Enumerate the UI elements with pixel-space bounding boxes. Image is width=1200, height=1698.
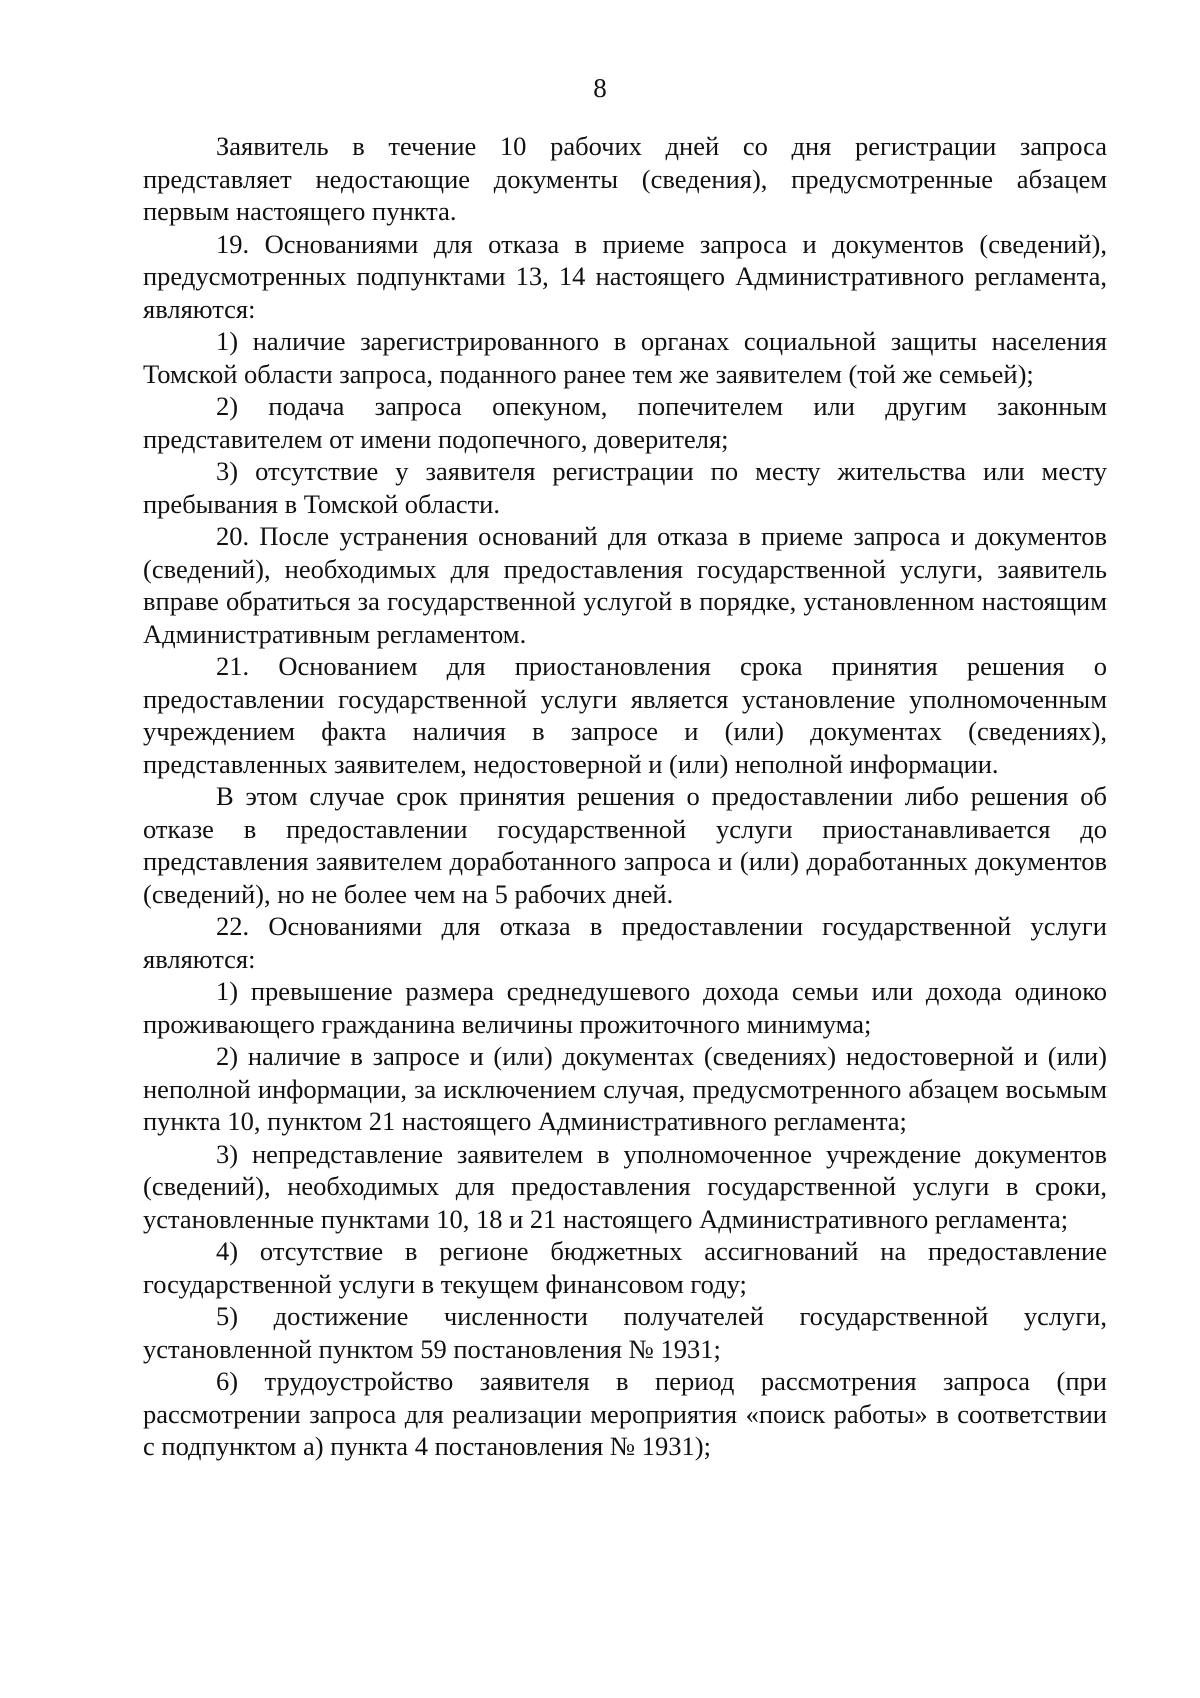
paragraph: 2) подача запроса опекуном, попечителем или другим законным представителем от имени подопечного, доверителя; xyxy=(143,391,1107,454)
paragraph: 19. Основаниями для отказа в приеме запроса и документов (сведений), предусмотренных подпунктами 13, 14 настоящего Административного регламента, являются: xyxy=(143,228,1107,324)
paragraph: 4) отсутствие в регионе бюджетных ассигнований на предоставление государственной услуги в текущем финансовом году; xyxy=(143,1236,1107,1299)
paragraph: В этом случае срок принятия решения о предоставлении либо решения об отказе в предоставлении государственной услуги приостанавливается до представления заявителем доработанного запроса и (или) доработанных документов (сведений), но не более чем на 5 рабочих дней. xyxy=(143,781,1107,909)
paragraph: 2) наличие в запросе и (или) документах (сведениях) недостоверной и (или) неполной информации, за исключением случая, предусмотренного абзацем восьмым пункта 10, пунктом 21 настоящего Административного регламента; xyxy=(143,1041,1107,1136)
document-body xyxy=(143,130,1107,1463)
paragraph: 20. После устранения оснований для отказа в приеме запроса и документов (сведений), необходимых для предоставления государственной услуги, заявитель вправе обратиться за государственной услугой в порядке, установленном настоящим Административным регламентом. xyxy=(143,521,1107,649)
paragraph: 21. Основанием для приостановления срока принятия решения о предоставлении государственной услуги является установление уполномоченным учреждением факта наличия в запросе и (или) документах (сведениях), представленных заявителем, недостоверной и (или) неполной информации. xyxy=(143,651,1107,779)
paragraph: 5) достижение численности получателей государственной услуги, установленной пунктом 59 постановления № 1931; xyxy=(143,1301,1107,1364)
paragraph: 3) отсутствие у заявителя регистрации по месту жительства или месту пребывания в Томской области. xyxy=(143,456,1107,519)
paragraph: 22. Основаниями для отказа в предоставлении государственной услуги являются: xyxy=(143,911,1107,974)
paragraph: 6) трудоустройство заявителя в период рассмотрения запроса (при рассмотрении запроса для реализации мероприятия «поиск работы» в соответствии с подпунктом а) пункта 4 постановления № 1931); xyxy=(143,1366,1107,1461)
paragraph: Заявитель в течение 10 рабочих дней со дня регистрации запроса представляет недостающие документы (сведения), предусмотренные абзацем первым настоящего пункта. xyxy=(143,131,1107,226)
paragraph: 1) превышение размера среднедушевого дохода семьи или дохода одиноко проживающего гражданина величины прожиточного минимума; xyxy=(143,976,1107,1039)
paragraph: 1) наличие зарегистрированного в органах социальной защиты населения Томской области запроса, поданного ранее тем же заявителем (той же семьей); xyxy=(143,326,1107,389)
page-number: 8 xyxy=(593,73,607,103)
paragraph: 3) непредставление заявителем в уполномоченное учреждение документов (сведений), необходимых для предоставления государственной услуги в сроки, установленные пунктами 10, 18 и 21 настоящего Административного регламента; xyxy=(143,1138,1107,1234)
